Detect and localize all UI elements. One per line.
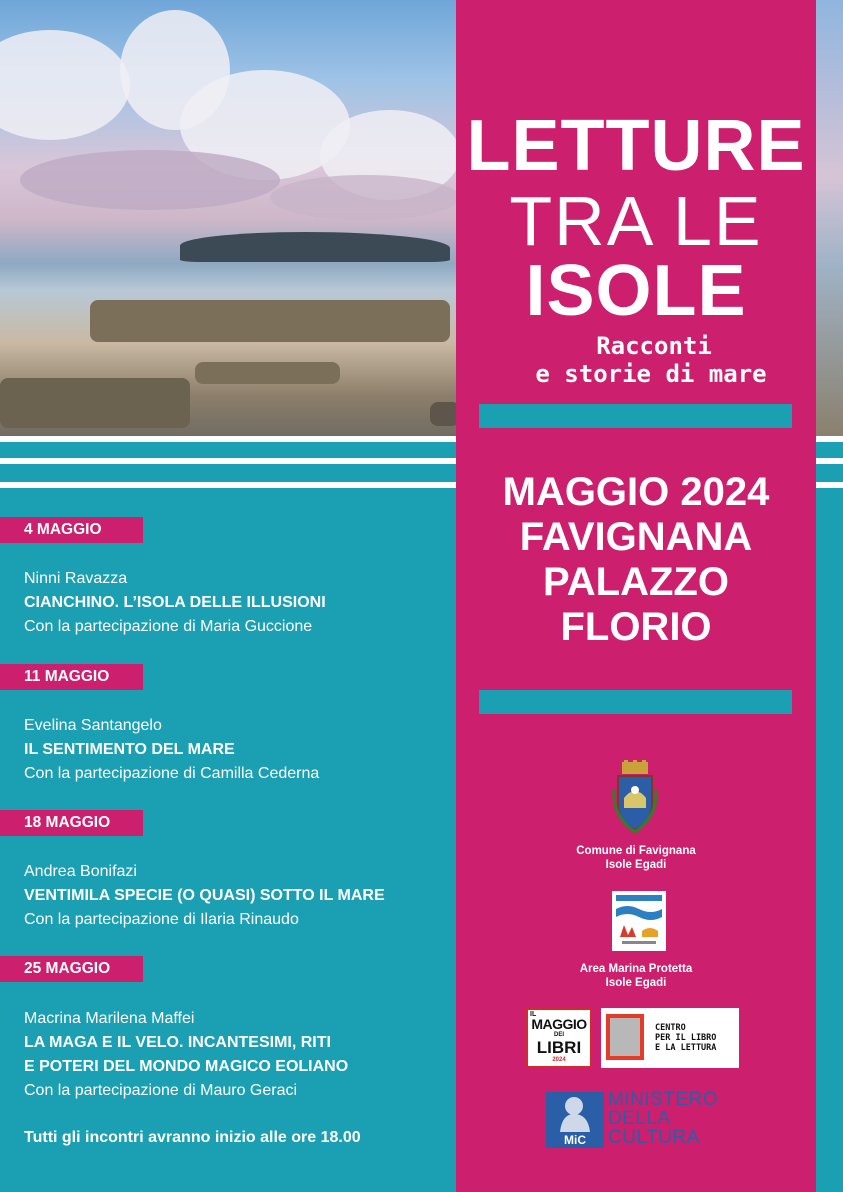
cepell-line1: CENTRO [655,1023,686,1033]
event-date-badge: 4 MAGGIO [0,517,143,543]
event-title: LA MAGA E IL VELO. INCANTESIMI, RITI [24,1034,331,1051]
maggio-il: IL [530,1011,537,1018]
event-guest: Con la partecipazione di Camilla Cederna [24,765,320,782]
event-date-badge: 18 MAGGIO [0,810,143,836]
cepell-line2: PER IL LIBRO [655,1033,717,1043]
event-title: CIANCHINO. L’ISOLA DELLE ILLUSIONI [24,594,326,611]
event-author: Andrea Bonifazi [24,863,137,880]
event-item [24,714,319,786]
event-town: FAVIGNANA [519,515,753,559]
subtitle-line1 [456,331,796,361]
event-title: VENTIMILA SPECIE (O QUASI) SOTTO IL MARE [24,887,385,904]
cepell-book-inner [610,1018,640,1056]
footer-note: Tutti gli incontri avranno inizio alle ore 18.00 [24,1129,361,1146]
amp-logo-icon [612,891,666,951]
amp-label-line1: Area Marina Protetta [579,963,693,975]
title-line1: LETTURE [466,106,806,186]
event-guest: Con la partecipazione di Maria Guccione [24,618,313,635]
comune-label-line1: Comune di Favignana [576,845,696,857]
divider-bar [479,404,792,428]
mic-text [608,1090,718,1147]
maggio-dei: DEI [553,1032,564,1038]
maggio-main: MAGGIO [531,1016,587,1032]
event-date-badge: 11 MAGGIO [0,664,143,690]
event-venue-line1: PALAZZO [543,560,729,604]
event-month: MAGGIO 2024 [502,470,770,514]
event-title: IL SENTIMENTO DEL MARE [24,741,235,758]
maggio-libri: LIBRI [536,1038,582,1057]
divider-bar [479,690,792,714]
maggio-year: 2024 [552,1057,566,1063]
amp-label-line2: Isole Egadi [605,977,667,989]
mic-logo-icon [546,1092,604,1148]
mic-line1: MINISTERO [608,1089,719,1110]
comune-crest-icon [612,760,658,834]
event-item [24,567,326,639]
subtitle-line2: e storie di mare [535,360,767,388]
maggio-dei-libri-logo [526,1008,592,1068]
cepell-logo [601,1008,739,1068]
photo-edge [816,0,843,440]
title-line3: ISOLE [525,251,747,331]
event-title-cont: E POTERI DEL MONDO MAGICO EOLIANO [24,1058,349,1075]
right-edge [816,488,843,1192]
event-author: Evelina Santangelo [24,717,162,734]
event-item [24,860,385,932]
event-item [24,1007,348,1103]
event-guest: Con la partecipazione di Mauro Geraci [24,1082,298,1099]
mic-line2: DELLA [608,1108,671,1129]
cepell-text [655,1023,716,1053]
event-venue-line2: FLORIO [560,605,712,649]
mic-line3: CULTURA [608,1127,700,1148]
cepell-line3: E LA LETTURA [655,1043,717,1053]
subtitle-text1: Racconti [596,332,712,360]
event-author: Macrina Marilena Maffei [24,1010,195,1027]
mic-abbr: MiC [564,1133,586,1147]
event-date-badge: 25 MAGGIO [0,956,143,982]
title-line2: TRA LE [509,182,763,260]
event-guest: Con la partecipazione di Ilaria Rinaudo [24,911,299,928]
comune-label-line2: Isole Egadi [605,859,667,871]
event-author: Ninni Ravazza [24,570,128,587]
